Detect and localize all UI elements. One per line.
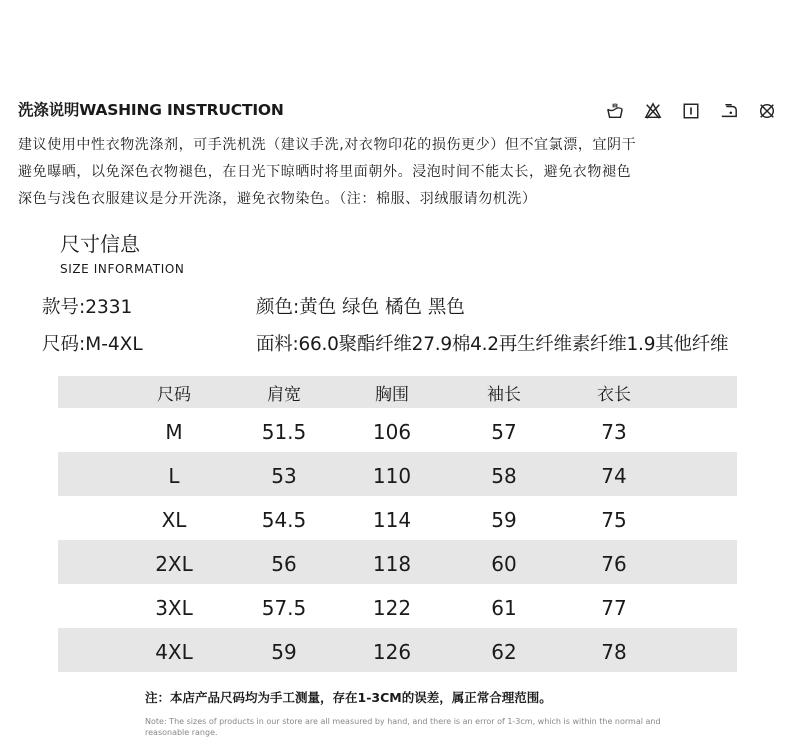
iron-icon <box>716 100 742 122</box>
table-row <box>58 408 737 452</box>
cell-chest: 110 <box>372 464 412 488</box>
cell-size: 3XL <box>155 596 193 620</box>
cell-length: 76 <box>601 552 627 576</box>
cell-length: 78 <box>601 640 627 664</box>
cell-chest: 126 <box>372 640 412 664</box>
cell-size: XL <box>161 508 187 532</box>
cell-sleeve: 57 <box>491 420 517 444</box>
color-options: 颜色:黄色 绿色 橘色 黑色 <box>256 297 465 318</box>
cell-chest: 106 <box>372 420 412 444</box>
cell-size: L <box>168 464 180 488</box>
washing-instructions <box>18 132 778 213</box>
table-row <box>58 496 737 540</box>
cell-size: 4XL <box>155 640 193 664</box>
header-sleeve: 袖长 <box>487 384 521 405</box>
cell-shoulder: 54.5 <box>261 508 307 532</box>
cell-length: 73 <box>601 420 627 444</box>
tumble-dry-icon <box>678 100 704 122</box>
no-bleach-icon <box>640 100 666 122</box>
cell-length: 77 <box>601 596 627 620</box>
cell-length: 74 <box>601 464 627 488</box>
header-length: 衣长 <box>597 384 631 405</box>
washing-title: 洗涤说明WASHING INSTRUCTION <box>18 101 284 119</box>
table-header <box>58 376 737 408</box>
cell-shoulder: 57.5 <box>261 596 307 620</box>
table-row <box>58 540 737 584</box>
washing-line: 避免曝晒，以免深色衣物褪色，在日光下晾晒时将里面朝外。浸泡时间不能太长，避免衣物褪色 <box>18 164 632 180</box>
cell-size: M <box>165 420 183 444</box>
hand-wash-icon <box>602 100 628 122</box>
cell-chest: 122 <box>372 596 412 620</box>
cell-sleeve: 61 <box>491 596 517 620</box>
table-row <box>58 452 737 496</box>
size-info-subtitle: SIZE INFORMATION <box>60 262 185 276</box>
fabric-composition: 面料:66.0聚酯纤维27.9棉4.2再生纤维素纤维1.9其他纤维 <box>256 334 729 355</box>
cell-sleeve: 62 <box>491 640 517 664</box>
header-chest: 胸围 <box>375 384 409 405</box>
size-info-title: 尺寸信息 <box>60 232 140 256</box>
washing-line: 深色与浅色衣服建议是分开洗涤，避免衣物染色。（注：棉服、羽绒服请勿机洗） <box>18 191 537 207</box>
cell-shoulder: 56 <box>271 552 297 576</box>
measurement-note-en: Note: The sizes of products in our store are all measured by hand, and there is an error of 1-3cm, which is within the normal and reasonable range. <box>145 717 661 737</box>
table-row <box>58 628 737 672</box>
size-table <box>58 376 737 672</box>
style-number: 款号:2331 <box>42 297 133 318</box>
cell-chest: 118 <box>372 552 412 576</box>
care-icons <box>602 100 790 122</box>
header-shoulder: 肩宽 <box>267 384 301 405</box>
cell-shoulder: 59 <box>271 640 297 664</box>
cell-size: 2XL <box>155 552 193 576</box>
cell-shoulder: 51.5 <box>261 420 307 444</box>
cell-shoulder: 53 <box>271 464 297 488</box>
cell-sleeve: 59 <box>491 508 517 532</box>
no-dry-clean-icon <box>754 100 780 122</box>
cell-length: 75 <box>601 508 627 532</box>
measurement-note-cn: 注：本店产品尺码均为手工测量，存在1-3CM的误差，属正常合理范围。 <box>145 690 552 705</box>
washing-line: 建议使用中性衣物洗涤剂，可手洗机洗（建议手洗,对衣物印花的损伤更少）但不宜氯漂，宜阴干 <box>18 137 637 153</box>
cell-sleeve: 60 <box>491 552 517 576</box>
header-size: 尺码 <box>157 384 191 405</box>
table-row <box>58 584 737 628</box>
size-range: 尺码:M-4XL <box>42 334 143 355</box>
cell-sleeve: 58 <box>491 464 517 488</box>
cell-chest: 114 <box>372 508 412 532</box>
